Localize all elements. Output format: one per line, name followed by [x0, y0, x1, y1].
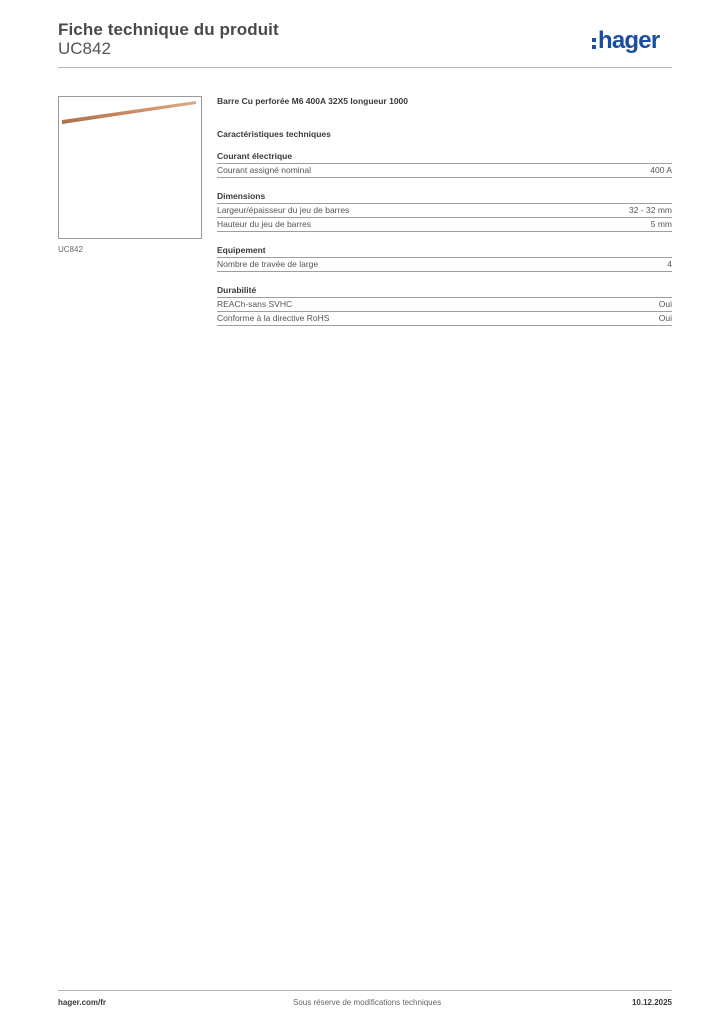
product-description: Barre Cu perforée M6 400A 32X5 longueur 1000 [217, 96, 409, 106]
spec-group-dimensions [217, 191, 672, 232]
spec-group-equipment [217, 245, 672, 272]
spec-value: 4 [667, 259, 672, 269]
spec-value: Oui [658, 313, 672, 323]
spec-row [217, 258, 672, 272]
specs-heading: Caractéristiques techniques [217, 129, 331, 139]
spec-value: 5 mm [650, 219, 672, 229]
product-image [58, 96, 202, 239]
spec-group-durability [217, 285, 672, 326]
spec-value: Oui [658, 299, 672, 309]
logo-dots-icon [592, 38, 596, 49]
specifications-panel [217, 96, 672, 339]
spec-label: Largeur/épaisseur du jeu de barres [217, 205, 350, 215]
spec-row [217, 298, 672, 312]
hager-logo [592, 26, 659, 56]
copper-bar-icon [59, 97, 201, 238]
spec-row [217, 164, 672, 178]
spec-value: 32 - 32 mm [629, 205, 672, 215]
product-reference: UC842 [58, 39, 111, 58]
page-title: Fiche technique du produit [58, 20, 279, 39]
footer-website-link[interactable]: hager.com/fr [58, 998, 107, 1007]
spec-row [217, 204, 672, 218]
spec-label: REACh-sans SVHC [217, 299, 293, 309]
spec-label: Courant assigné nominal [217, 165, 312, 175]
header-divider [58, 67, 672, 68]
spec-group-title: Equipement [217, 245, 672, 258]
spec-group-electrical [217, 151, 672, 178]
footer-divider [58, 990, 672, 991]
footer-date: 10.12.2025 [631, 998, 672, 1007]
spec-label: Hauteur du jeu de barres [217, 219, 312, 229]
spec-row [217, 218, 672, 232]
spec-value: 400 A [650, 165, 672, 175]
spec-label: Conforme à la directive RoHS [217, 313, 330, 323]
image-caption: UC842 [58, 245, 83, 254]
brand-name: hager [598, 27, 660, 54]
spec-group-title: Durabilité [217, 285, 672, 298]
footer-notice: Sous réserve de modifications techniques [293, 998, 442, 1007]
spec-label: Nombre de travée de large [217, 259, 319, 269]
spec-group-title: Dimensions [217, 191, 672, 204]
spec-row [217, 312, 672, 326]
spec-group-title: Courant électrique [217, 151, 672, 164]
